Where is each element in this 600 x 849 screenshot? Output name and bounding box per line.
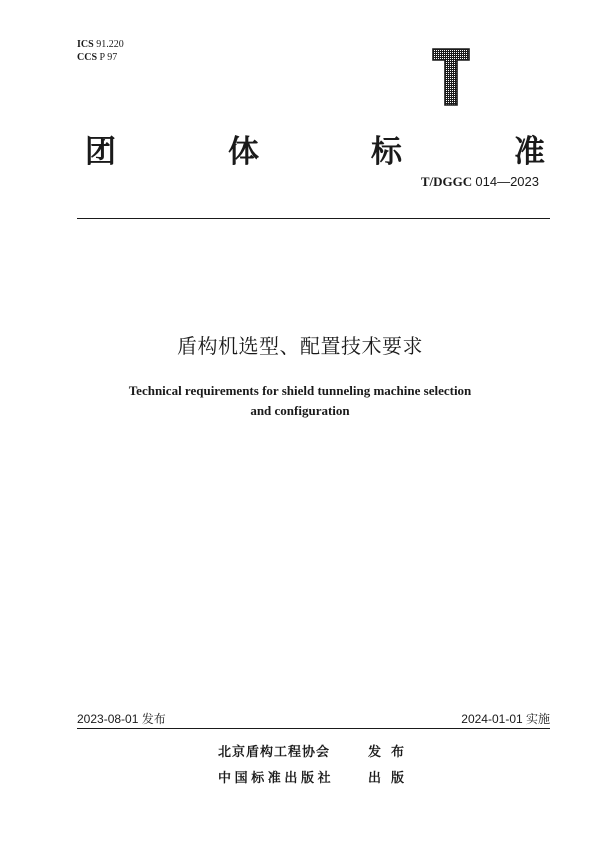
publisher-org: 北京盾构工程协会 [218, 745, 331, 760]
header-divider [77, 218, 550, 219]
standard-type-char: 标 [371, 134, 402, 170]
publisher-org: 中国标准出版社 [218, 771, 335, 786]
standard-type-char: 团 [85, 134, 116, 170]
standard-type-heading [85, 126, 545, 170]
issue-date: 2023-08-01 发布 [77, 712, 166, 726]
ics-code: ICS 91.220 [77, 39, 124, 50]
publisher-block [218, 740, 414, 792]
standard-type-char: 体 [228, 134, 259, 170]
title-english-line: and configuration [250, 403, 350, 418]
footer-divider [77, 728, 550, 729]
publisher-row [218, 740, 414, 766]
implementation-date: 2024-01-01 实施 [461, 712, 550, 726]
title-english [0, 381, 600, 421]
classification-codes [77, 38, 124, 64]
title-english-line: Technical requirements for shield tunneling machine selection [128, 383, 472, 398]
publisher-role: 出版 [368, 771, 415, 786]
publisher-row [218, 766, 414, 792]
publisher-role: 发布 [368, 745, 415, 760]
standard-type-char: 准 [514, 134, 545, 170]
group-standard-t-logo [432, 48, 470, 106]
ccs-code: CCS P 97 [77, 52, 118, 63]
title-chinese: 盾构机选型、配置技术要求 [177, 334, 423, 358]
standard-number: T/DGGC 014—2023 [420, 174, 539, 189]
